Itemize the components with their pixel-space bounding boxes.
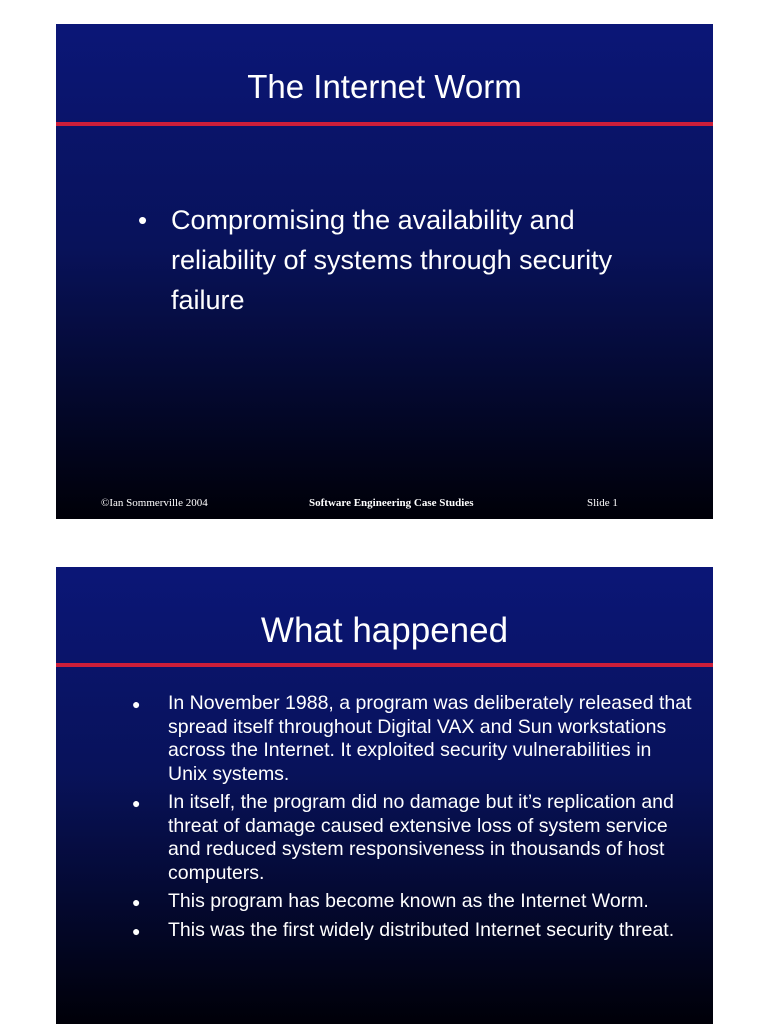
bullet-marker: ●	[132, 696, 141, 712]
title-divider	[56, 663, 713, 667]
bullet-text: Compromising the availability and reliability of systems through security failure	[171, 205, 613, 315]
bullet-list	[138, 200, 678, 320]
bullet-item	[132, 791, 692, 885]
title-divider	[56, 122, 713, 126]
bullet-item	[132, 919, 692, 943]
bullet-marker: ●	[132, 795, 141, 811]
bullet-marker: ●	[132, 922, 141, 939]
bullet-item	[132, 890, 692, 914]
footer-course-title: Software Engineering Case Studies	[309, 497, 474, 509]
footer-copyright: ©Ian Sommerville 2004	[101, 497, 208, 509]
bullet-text: This program has become known as the Internet Worm.	[168, 890, 649, 912]
bullet-marker: •	[138, 205, 148, 235]
bullet-list	[132, 692, 692, 947]
slide-title: What happened	[260, 611, 509, 650]
bullet-item	[138, 200, 678, 320]
bullet-marker: ●	[132, 894, 141, 910]
bullet-text: In November 1988, a program was deliberately released that spread itself throughout Digital VAX and Sun workstations across the Internet. It exploited security vulnerabilities in Unix systems.	[168, 692, 692, 785]
bullet-text: This was the first widely distributed Internet security threat.	[168, 918, 675, 941]
footer-slide-number: Slide 1	[587, 497, 618, 509]
bullet-item	[132, 692, 692, 786]
bullet-text: In itself, the program did no damage but it’s replication and threat of damage caused extensive loss of system service and reduced system responsiveness in thousands of host computers.	[168, 791, 674, 884]
slide-1	[56, 24, 713, 519]
slide-2	[56, 567, 713, 1024]
slide-title: The Internet Worm	[247, 68, 522, 105]
